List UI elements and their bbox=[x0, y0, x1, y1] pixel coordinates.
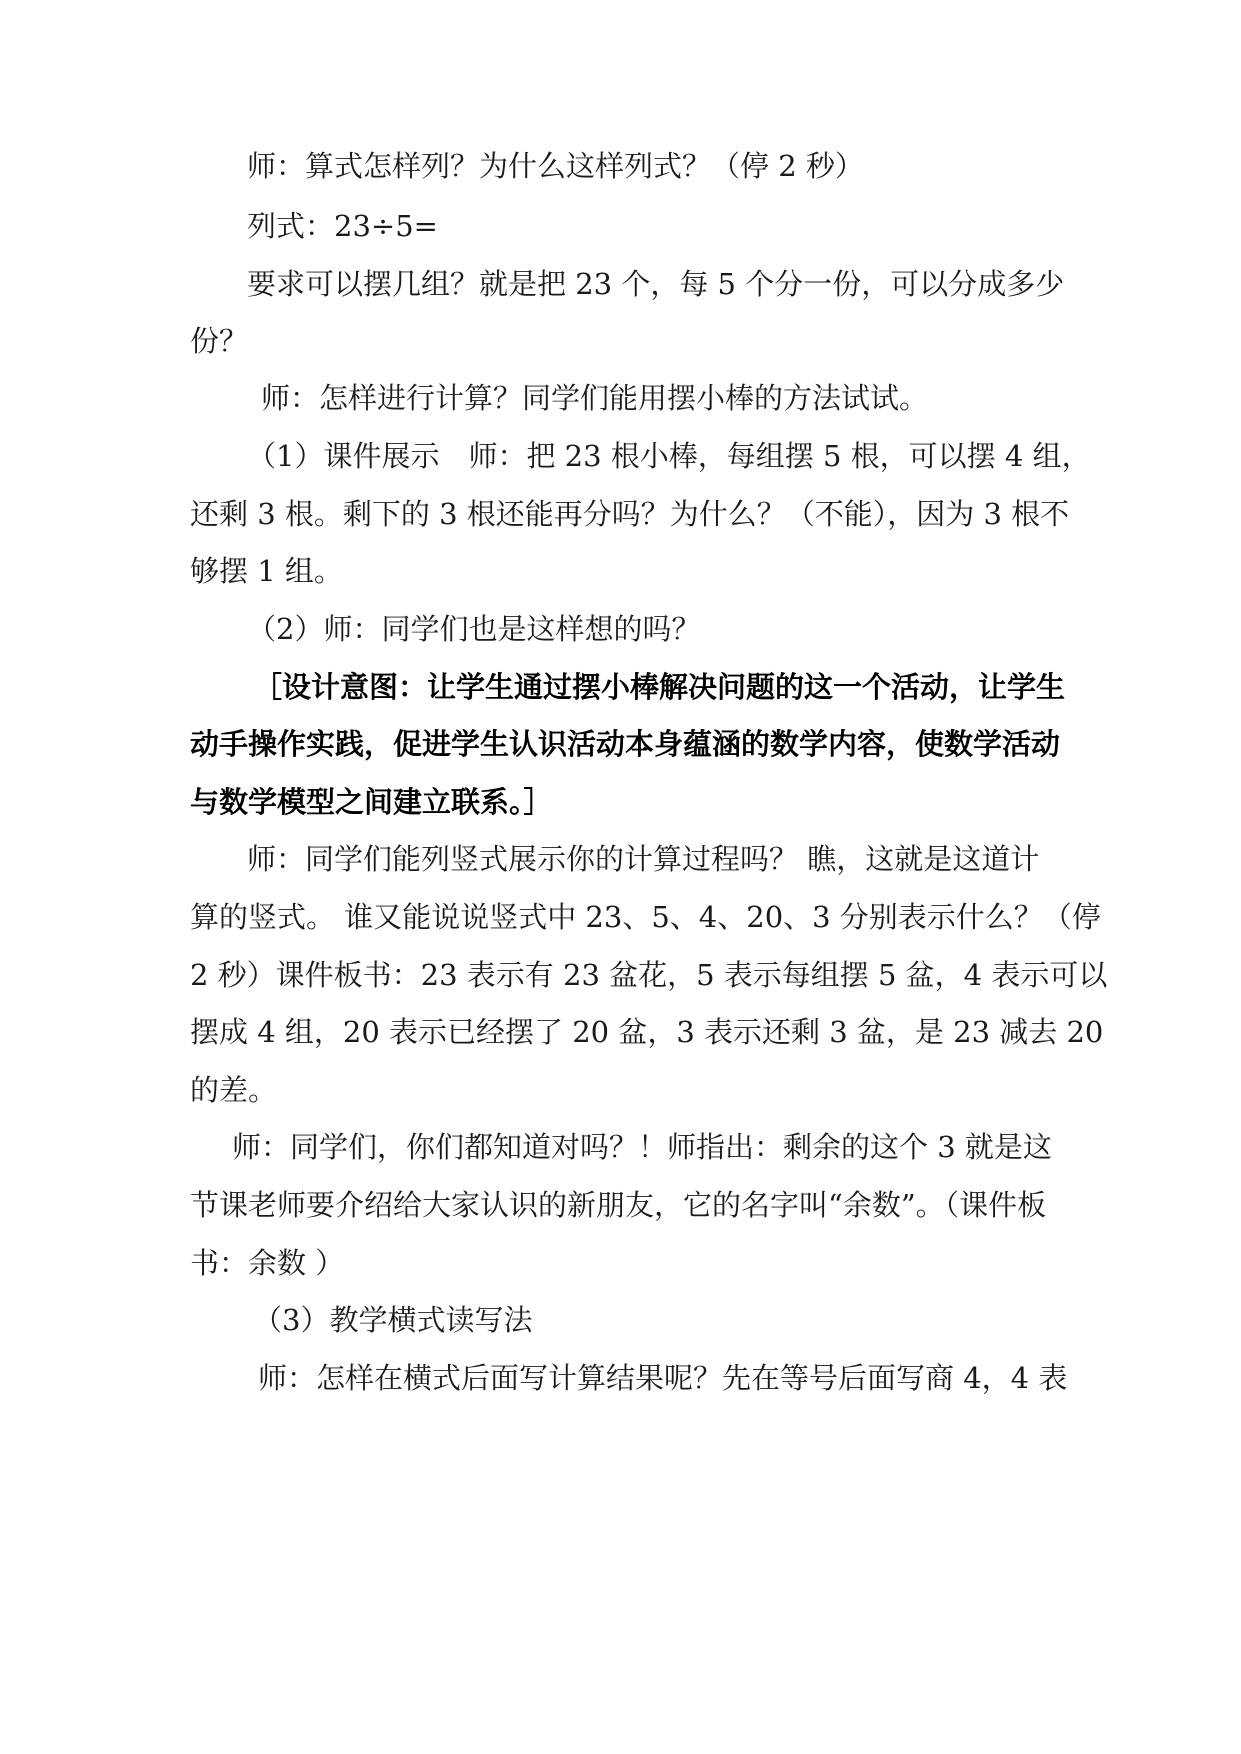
design-intent-line: ［设计意图：让学生通过摆小棒解决问题的这一个活动，让学生 bbox=[253, 670, 1066, 704]
text-line: （2）师：同学们也是这样想的吗？ bbox=[247, 612, 701, 646]
text-line: 师：同学们能列竖式展示你的计算过程吗？ 瞧，这就是这道计 bbox=[247, 842, 1040, 876]
text-line: 要求可以摆几组？就是把 23 个，每 5 个分一份，可以分成多少 bbox=[247, 267, 1065, 301]
text-line: 师：怎样在横式后面写计算结果呢？先在等号后面写商 4，4 表 bbox=[258, 1361, 1068, 1395]
text-line: 够摆 1 组。 bbox=[190, 554, 343, 588]
design-intent-line: 动手操作实践，促进学生认识活动本身蕴涵的数学内容，使数学活动 bbox=[190, 727, 1061, 761]
text-line: 师：同学们，你们都知道对吗？！师指出：剩余的这个 3 就是这 bbox=[232, 1130, 1052, 1164]
design-intent-line: 与数学模型之间建立联系。］ bbox=[190, 785, 553, 819]
text-line: （1）课件展示 师：把 23 根小棒，每组摆 5 根，可以摆 4 组， bbox=[247, 439, 1091, 473]
text-line: 还剩 3 根。剩下的 3 根还能再分吗？为什么？（不能），因为 3 根不 bbox=[190, 497, 1070, 531]
text-line: 列式：23÷5= bbox=[247, 209, 438, 243]
text-line: 算的竖式。 谁又能说说竖式中 23、5、4、20、3 分别表示什么？（停 bbox=[190, 900, 1101, 934]
text-line: 份？ bbox=[190, 324, 249, 358]
text-line: （3）教学横式读写法 bbox=[253, 1303, 533, 1337]
text-line: 的差。 bbox=[190, 1073, 278, 1107]
text-line: 2 秒）课件板书：23 表示有 23 盆花，5 表示每组摆 5 盆，4 表示可以 bbox=[190, 958, 1108, 992]
text-line: 节课老师要介绍给大家认识的新朋友，它的名字叫“余数”。（课件板 bbox=[190, 1188, 1047, 1222]
text-line: 师：怎样进行计算？同学们能用摆小棒的方法试试。 bbox=[261, 381, 929, 415]
text-line: 书：余数 ） bbox=[190, 1246, 345, 1280]
text-line: 摆成 4 组，20 表示已经摆了 20 盆，3 表示还剩 3 盆，是 23 减去 20 bbox=[190, 1015, 1104, 1049]
text-line: 师：算式怎样列？为什么这样列式？（停 2 秒） bbox=[247, 149, 864, 183]
